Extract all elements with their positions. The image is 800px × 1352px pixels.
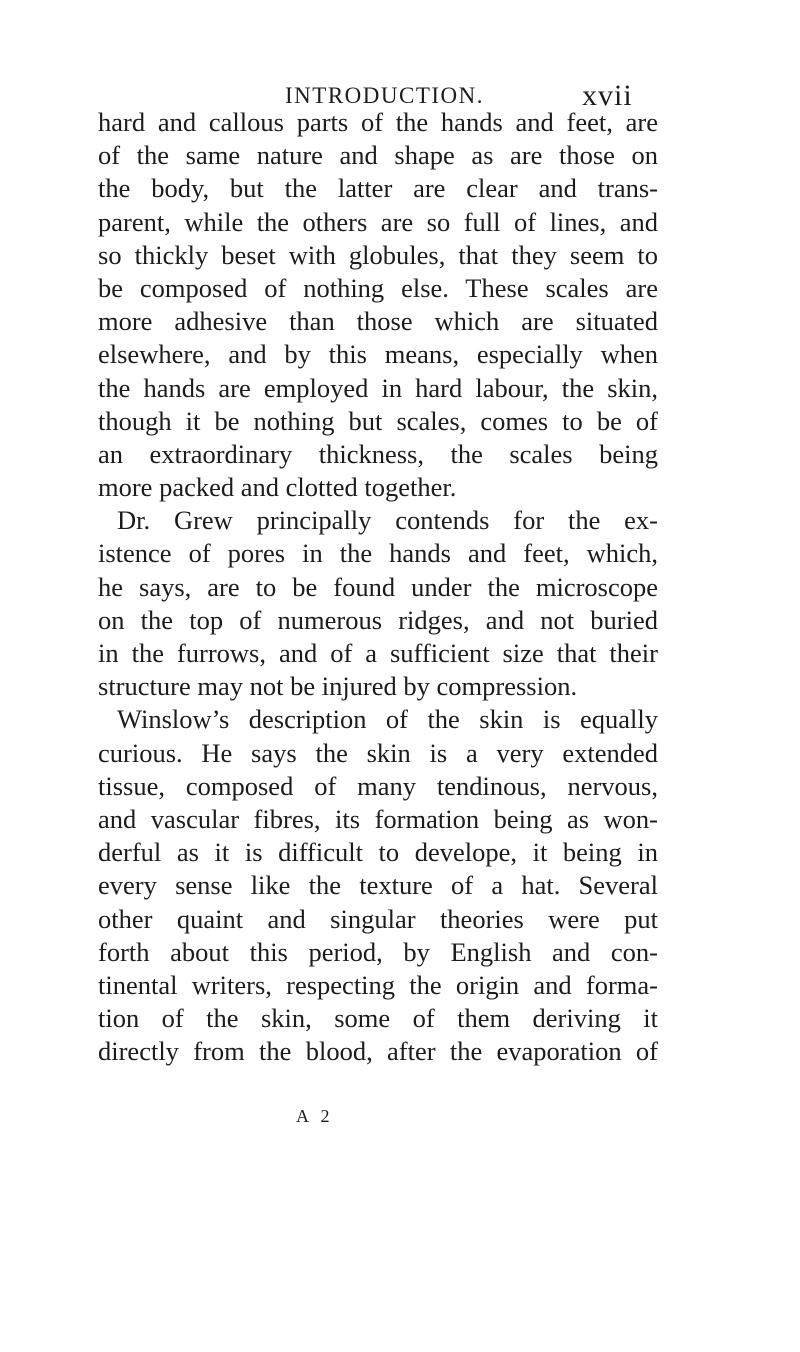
text-line: an extraordinary thickness, the scales being (98, 438, 658, 469)
page-number: xvii (582, 79, 633, 112)
body-text (98, 106, 658, 1068)
text-line: tinental writers, respecting the origin and forma- (98, 969, 658, 1000)
text-line: so thickly beset with globules, that they seem to (98, 239, 658, 270)
text-line: of the same nature and shape as are those on (98, 140, 658, 171)
text-line: hard and callous parts of the hands and feet, are (98, 107, 658, 137)
text-line: he says, are to be found under the microscope (98, 571, 658, 602)
text-line: every sense like the texture of a hat. Several (98, 870, 658, 901)
text-line: in the furrows, and of a sufficient size that their (98, 638, 658, 668)
text-line: other quaint and singular theories were put (98, 903, 658, 934)
text-line: derful as it is difficult to develope, it being in (98, 837, 658, 868)
text-line: tissue, composed of many tendinous, nervous, (98, 770, 658, 801)
text-line: elsewhere, and by this means, especially when (98, 339, 658, 370)
signature-mark: A 2 (296, 1106, 334, 1126)
text-line: forth about this period, by English and con- (98, 936, 658, 967)
text-line: the hands are employed in hard labour, the skin, (98, 372, 658, 403)
text-line: be composed of nothing else. These scales are (98, 272, 658, 303)
text-line: more packed and clotted together. (98, 472, 457, 503)
text-line: tion of the skin, some of them deriving it (98, 1003, 658, 1034)
text-line: though it be nothing but scales, comes to be of (98, 405, 658, 436)
text-line: Winslow’s description of the skin is equally (117, 704, 658, 735)
text-line: structure may not be injured by compression. (98, 671, 578, 702)
text-line: more adhesive than those which are situated (98, 306, 658, 337)
running-head: INTRODUCTION. (285, 83, 485, 108)
text-line: directly from the blood, after the evaporation of (98, 1036, 658, 1067)
text-line: istence of pores in the hands and feet, which, (98, 538, 658, 569)
text-line: and vascular fibres, its formation being as won- (98, 803, 658, 834)
text-line: parent, while the others are so full of lines, and (98, 206, 658, 237)
text-line: Dr. Grew principally contends for the ex- (117, 505, 658, 536)
text-line: the body, but the latter are clear and trans- (98, 173, 658, 204)
text-line: curious. He says the skin is a very extended (98, 737, 658, 768)
text-line: on the top of numerous ridges, and not buried (98, 604, 658, 635)
